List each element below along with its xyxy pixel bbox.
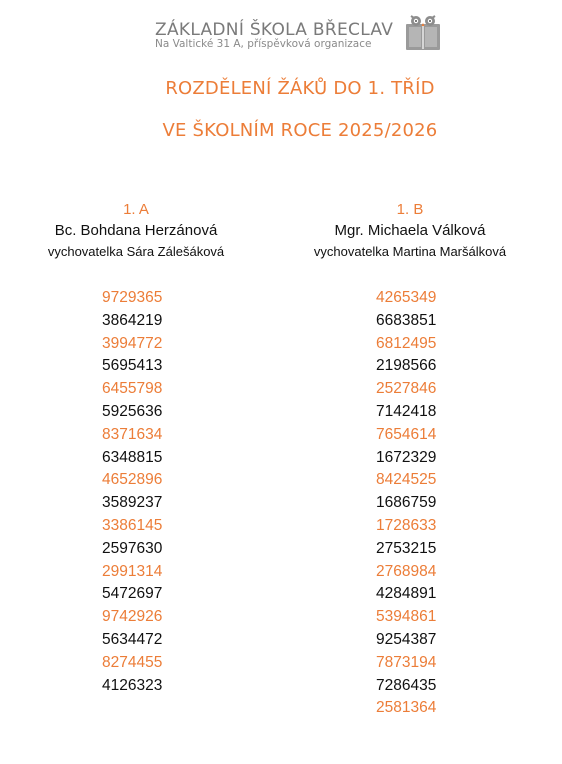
student-id: 6812495 (376, 334, 437, 352)
student-id: 9729365 (102, 289, 163, 306)
student-id: 2527846 (376, 380, 437, 398)
class-teacher: Mgr. Michaela Válková (334, 222, 486, 239)
student-list (376, 287, 436, 720)
student-id: 4265349 (376, 289, 437, 306)
page-title: ROZDĚLENÍ ŽÁKŮ DO 1. TŘÍD (165, 78, 435, 99)
student-id: 6348815 (102, 448, 163, 466)
class-name: 1. A (123, 201, 149, 218)
class-teacher: Bc. Bohdana Herzánová (54, 222, 218, 239)
student-list (102, 287, 162, 697)
student-id: 7654614 (376, 425, 437, 443)
student-id: 5925636 (102, 402, 163, 420)
class-column-1a (16, 200, 256, 694)
student-id: 7873194 (376, 653, 437, 671)
student-id: 5634472 (102, 630, 163, 648)
student-id: 8424525 (376, 471, 437, 489)
student-id: 6683851 (376, 311, 437, 329)
student-id: 2753215 (376, 539, 437, 557)
student-id: 5695413 (102, 357, 163, 375)
student-id: 9254387 (376, 630, 437, 648)
student-id: 2581364 (376, 699, 437, 717)
class-name: 1. B (396, 201, 424, 218)
student-id: 3994772 (102, 334, 163, 352)
student-id: 7142418 (376, 402, 437, 420)
school-name: ZÁKLADNÍ ŠKOLA BŘECLAV (155, 20, 394, 40)
class-assistant: vychovatelka Martina Maršálková (313, 244, 507, 259)
class-assistant: vychovatelka Sára Zálešáková (47, 244, 225, 259)
student-id: 3589237 (102, 494, 163, 512)
student-id: 5472697 (102, 585, 163, 603)
student-id: 4652896 (102, 471, 163, 489)
student-id: 1728633 (376, 516, 437, 534)
student-id: 6455798 (102, 380, 163, 398)
student-id: 7286435 (376, 676, 437, 694)
student-id: 4284891 (376, 585, 437, 603)
student-id: 2597630 (102, 539, 163, 557)
student-id: 9742926 (102, 608, 163, 626)
page-header (0, 0, 562, 60)
student-id: 1686759 (376, 494, 437, 512)
student-id: 1672329 (376, 448, 437, 466)
student-id: 2991314 (102, 562, 163, 580)
class-column-1b (290, 200, 530, 717)
student-id: 3386145 (102, 516, 163, 534)
page-subtitle: VE ŠKOLNÍM ROCE 2025/2026 (162, 120, 438, 141)
student-id: 8274455 (102, 653, 163, 671)
student-id: 8371634 (102, 425, 163, 443)
student-id: 5394861 (376, 608, 437, 626)
student-id: 4126323 (102, 676, 163, 694)
student-id: 2768984 (376, 562, 437, 580)
student-id: 3864219 (102, 311, 163, 329)
student-id: 2198566 (376, 357, 437, 375)
school-address: Na Valtické 31 A, příspěvková organizace (155, 38, 372, 50)
owl-book-icon (403, 13, 443, 53)
